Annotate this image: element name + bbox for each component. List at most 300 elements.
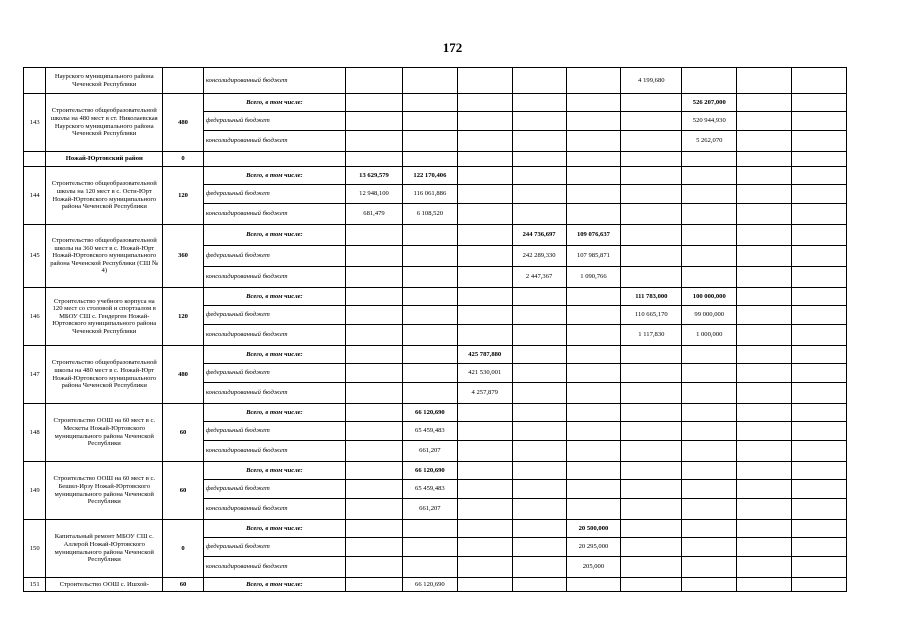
total-col-2: 66 120,690 — [402, 578, 457, 592]
district-col-8 — [682, 152, 737, 167]
federal-col-6 — [621, 422, 682, 441]
federal-col-4 — [512, 306, 566, 325]
funding-type-consolidated: консолидированный бюджет — [203, 499, 345, 520]
funding-type-total: Всего, в том числе: — [203, 520, 345, 538]
district-col-2 — [346, 152, 403, 167]
total-col-6 — [621, 346, 682, 364]
federal-col-4: 242 289,330 — [512, 246, 566, 267]
consolidated-col-2 — [402, 557, 457, 578]
consolidated-col-9 — [792, 204, 847, 225]
federal-col-8 — [737, 246, 792, 267]
federal-col-7 — [682, 364, 737, 383]
federal-col-3 — [457, 422, 512, 441]
district-col-9 — [737, 152, 792, 167]
consolidated-col-6: 4 199,680 — [621, 68, 682, 94]
funding-type-total: Всего, в том числе: — [203, 404, 345, 422]
project-name: Строительство общеобразовательной школы на 480 мест в ст. Николаевская Наурского муниципального района Чеченской Республики — [46, 94, 163, 152]
federal-col-1 — [346, 306, 403, 325]
federal-col-3 — [457, 480, 512, 499]
total-col-2 — [402, 520, 457, 538]
federal-col-9 — [792, 422, 847, 441]
consolidated-col-2 — [402, 131, 457, 152]
total-col-3 — [457, 167, 512, 185]
total-col-1 — [346, 94, 403, 112]
federal-col-1 — [346, 364, 403, 383]
consolidated-col-2 — [402, 68, 457, 94]
district-col-6 — [566, 152, 621, 167]
table-row — [24, 94, 847, 112]
table-row — [24, 520, 847, 538]
total-col-4 — [512, 404, 566, 422]
total-col-9 — [792, 288, 847, 306]
federal-col-1 — [346, 480, 403, 499]
row-number: 144 — [24, 167, 46, 225]
consolidated-col-9 — [792, 499, 847, 520]
consolidated-col-7 — [682, 557, 737, 578]
project-capacity: 480 — [163, 94, 204, 152]
project-name: Строительство общеобразовательной школы на 360 мест в с. Ножай-Юрт Ножай-Юртовского муниципального района Чеченской Республики (СШ № 4) — [46, 225, 163, 288]
funding-type-total: Всего, в том числе: — [203, 578, 345, 592]
total-col-3 — [457, 225, 512, 246]
federal-col-3 — [457, 112, 512, 131]
district-row — [24, 152, 847, 167]
federal-col-7: 99 000,000 — [682, 306, 737, 325]
funding-type-federal: федеральный бюджет — [203, 306, 345, 325]
total-col-9 — [792, 462, 847, 480]
total-col-4: 244 736,697 — [512, 225, 566, 246]
project-name: Строительство общеобразовательной школы на 480 мест в с. Ножай-Юрт Ножай-Юртовского муниципального района Чеченской Республики — [46, 346, 163, 404]
consolidated-col-8 — [737, 557, 792, 578]
federal-col-9 — [792, 538, 847, 557]
consolidated-col-2: 661,207 — [402, 499, 457, 520]
consolidated-col-2 — [402, 383, 457, 404]
consolidated-col-9 — [792, 557, 847, 578]
consolidated-col-5 — [566, 441, 621, 462]
consolidated-col-6 — [621, 499, 682, 520]
total-col-7 — [682, 520, 737, 538]
total-col-6 — [621, 94, 682, 112]
federal-col-2: 65 459,483 — [402, 480, 457, 499]
total-col-4 — [512, 288, 566, 306]
total-col-1 — [346, 520, 403, 538]
federal-col-2 — [402, 538, 457, 557]
funding-type-federal: федеральный бюджет — [203, 246, 345, 267]
total-col-9 — [792, 578, 847, 592]
funding-type-consolidated: консолидированный бюджет — [203, 267, 345, 288]
consolidated-col-8 — [737, 383, 792, 404]
federal-col-6 — [621, 538, 682, 557]
consolidated-col-7: 1 000,000 — [682, 325, 737, 346]
funding-type-total: Всего, в том числе: — [203, 346, 345, 364]
total-col-9 — [792, 225, 847, 246]
total-col-5 — [566, 167, 621, 185]
funding-type-total: Всего, в том числе: — [203, 462, 345, 480]
row-number: 147 — [24, 346, 46, 404]
consolidated-col-1 — [346, 383, 403, 404]
consolidated-col-1 — [346, 557, 403, 578]
project-name: Строительство общеобразовательной школы на 120 мест в с. Ости-Юрт Ножай-Юртовского муниципального района Чеченской Республики — [46, 167, 163, 225]
total-col-6 — [621, 520, 682, 538]
federal-col-8 — [737, 364, 792, 383]
total-col-8 — [737, 288, 792, 306]
total-col-3 — [457, 520, 512, 538]
total-col-3 — [457, 578, 512, 592]
district-col-1 — [203, 152, 345, 167]
funding-type-consolidated: консолидированный бюджет — [203, 131, 345, 152]
federal-col-2 — [402, 112, 457, 131]
federal-col-8 — [737, 306, 792, 325]
federal-col-5 — [566, 480, 621, 499]
consolidated-col-7 — [682, 204, 737, 225]
total-col-1 — [346, 404, 403, 422]
total-col-6 — [621, 462, 682, 480]
total-col-1 — [346, 288, 403, 306]
total-col-8 — [737, 520, 792, 538]
federal-col-3 — [457, 185, 512, 204]
federal-col-4 — [512, 364, 566, 383]
table-row — [24, 288, 847, 306]
row-number: 143 — [24, 94, 46, 152]
funding-type-consolidated: консолидированный бюджет — [203, 204, 345, 225]
consolidated-col-9 — [792, 325, 847, 346]
federal-col-7: 520 944,930 — [682, 112, 737, 131]
total-col-9 — [792, 167, 847, 185]
federal-col-5 — [566, 422, 621, 441]
consolidated-col-8 — [737, 204, 792, 225]
total-col-2 — [402, 346, 457, 364]
total-col-8 — [737, 167, 792, 185]
total-col-9 — [792, 346, 847, 364]
federal-col-5 — [566, 306, 621, 325]
table-row — [24, 462, 847, 480]
federal-col-2 — [402, 364, 457, 383]
federal-col-3: 421 530,001 — [457, 364, 512, 383]
federal-col-5: 20 295,000 — [566, 538, 621, 557]
federal-col-1 — [346, 538, 403, 557]
federal-col-2: 116 061,886 — [402, 185, 457, 204]
funding-type-federal: федеральный бюджет — [203, 364, 345, 383]
project-capacity: 60 — [163, 462, 204, 520]
federal-col-6 — [621, 246, 682, 267]
total-col-2: 66 120,690 — [402, 462, 457, 480]
total-col-3 — [457, 288, 512, 306]
consolidated-col-2: 6 108,520 — [402, 204, 457, 225]
consolidated-col-3 — [457, 441, 512, 462]
funding-type-total: Всего, в том числе: — [203, 167, 345, 185]
total-col-4 — [512, 167, 566, 185]
total-col-5 — [566, 578, 621, 592]
consolidated-col-1 — [346, 325, 403, 346]
consolidated-col-8 — [737, 499, 792, 520]
funding-type-consolidated: консолидированный бюджет — [203, 325, 345, 346]
total-col-8 — [737, 462, 792, 480]
district-capacity: 0 — [163, 152, 204, 167]
federal-col-9 — [792, 364, 847, 383]
consolidated-col-5: 205,000 — [566, 557, 621, 578]
project-name: Строительство ООШ с. Ишхой- — [46, 578, 163, 592]
federal-col-8 — [737, 480, 792, 499]
total-col-7 — [682, 404, 737, 422]
federal-col-1 — [346, 422, 403, 441]
consolidated-col-9 — [792, 383, 847, 404]
consolidated-col-5 — [566, 325, 621, 346]
consolidated-col-3 — [457, 499, 512, 520]
federal-col-1 — [346, 112, 403, 131]
total-col-1 — [346, 578, 403, 592]
federal-col-3 — [457, 306, 512, 325]
consolidated-col-4 — [512, 204, 566, 225]
district-col-10 — [792, 152, 847, 167]
total-col-4 — [512, 462, 566, 480]
project-name: Строительство ООШ на 60 мест в с. Бешил-Ирзу Ножай-Юртовского муниципального района Чеченской Республики — [46, 462, 163, 520]
consolidated-col-3 — [457, 68, 512, 94]
consolidated-col-3 — [457, 325, 512, 346]
total-col-4 — [512, 94, 566, 112]
row-number — [24, 152, 46, 167]
consolidated-col-9 — [792, 131, 847, 152]
project-name: Строительство учебного корпуса на 120 мест со столовой и спортзалом в МБОУ СШ с. Гендерген Ножай-Юртовского муниципального района Чеченской Республики — [46, 288, 163, 346]
federal-col-2: 65 459,483 — [402, 422, 457, 441]
consolidated-col-5 — [566, 499, 621, 520]
federal-col-3 — [457, 538, 512, 557]
federal-col-6 — [621, 112, 682, 131]
funding-type-federal: федеральный бюджет — [203, 112, 345, 131]
total-col-3 — [457, 404, 512, 422]
consolidated-col-4 — [512, 441, 566, 462]
consolidated-col-3 — [457, 204, 512, 225]
funding-type-total: Всего, в том числе: — [203, 225, 345, 246]
consolidated-col-6 — [621, 383, 682, 404]
total-col-8 — [737, 578, 792, 592]
total-col-5: 109 076,637 — [566, 225, 621, 246]
total-col-8 — [737, 94, 792, 112]
federal-col-2 — [402, 306, 457, 325]
consolidated-col-1 — [346, 499, 403, 520]
federal-col-9 — [792, 306, 847, 325]
federal-col-5 — [566, 112, 621, 131]
project-capacity: 0 — [163, 520, 204, 578]
federal-col-4 — [512, 480, 566, 499]
total-col-1 — [346, 462, 403, 480]
total-col-6 — [621, 167, 682, 185]
funding-type-federal: федеральный бюджет — [203, 422, 345, 441]
total-col-6 — [621, 578, 682, 592]
funding-type-consolidated: консолидированный бюджет — [203, 441, 345, 462]
federal-col-9 — [792, 246, 847, 267]
total-col-2 — [402, 94, 457, 112]
total-col-8 — [737, 404, 792, 422]
total-col-8 — [737, 346, 792, 364]
consolidated-col-7 — [682, 383, 737, 404]
total-col-3 — [457, 462, 512, 480]
consolidated-col-1: 681,479 — [346, 204, 403, 225]
total-col-9 — [792, 404, 847, 422]
federal-col-5 — [566, 185, 621, 204]
project-capacity: 480 — [163, 346, 204, 404]
total-col-2 — [402, 225, 457, 246]
project-capacity: 120 — [163, 288, 204, 346]
consolidated-col-3: 4 257,879 — [457, 383, 512, 404]
total-col-8 — [737, 225, 792, 246]
table-row — [24, 225, 847, 246]
row-number: 146 — [24, 288, 46, 346]
total-col-7: 526 207,000 — [682, 94, 737, 112]
funding-type-total: Всего, в том числе: — [203, 94, 345, 112]
consolidated-col-1 — [346, 441, 403, 462]
total-col-7 — [682, 578, 737, 592]
federal-col-4 — [512, 538, 566, 557]
federal-col-1 — [346, 246, 403, 267]
funding-type-consolidated: консолидированный бюджет — [203, 557, 345, 578]
funding-type-federal: федеральный бюджет — [203, 185, 345, 204]
consolidated-col-6 — [621, 267, 682, 288]
consolidated-col-7 — [682, 499, 737, 520]
total-col-7 — [682, 225, 737, 246]
consolidated-col-2 — [402, 267, 457, 288]
consolidated-col-2 — [402, 325, 457, 346]
funding-type-consolidated: консолидированный бюджет — [203, 383, 345, 404]
federal-col-7 — [682, 538, 737, 557]
table-row — [24, 346, 847, 364]
consolidated-col-3 — [457, 557, 512, 578]
table-row — [24, 167, 847, 185]
consolidated-col-6: 1 117,830 — [621, 325, 682, 346]
consolidated-col-9 — [792, 267, 847, 288]
total-col-7 — [682, 462, 737, 480]
federal-col-9 — [792, 480, 847, 499]
project-name: Строительство ООШ на 60 мест в с. Мескеты Ножай-Юртовского муниципального района Чеченской Республики — [46, 404, 163, 462]
consolidated-col-4 — [512, 131, 566, 152]
project-capacity: 360 — [163, 225, 204, 288]
budget-table — [23, 67, 847, 592]
consolidated-col-5 — [566, 383, 621, 404]
consolidated-col-8 — [737, 325, 792, 346]
row-number: 148 — [24, 404, 46, 462]
consolidated-col-4 — [512, 557, 566, 578]
consolidated-col-6 — [621, 204, 682, 225]
row-number — [24, 68, 46, 94]
consolidated-col-9 — [792, 441, 847, 462]
total-col-1: 13 629,579 — [346, 167, 403, 185]
table-row — [24, 68, 847, 94]
table-row — [24, 404, 847, 422]
funding-type-consolidated: консолидированный бюджет — [203, 68, 345, 94]
total-col-5 — [566, 404, 621, 422]
table-row — [24, 578, 847, 592]
district-col-3 — [402, 152, 457, 167]
consolidated-col-1 — [346, 131, 403, 152]
federal-col-3 — [457, 246, 512, 267]
project-capacity: 120 — [163, 167, 204, 225]
project-capacity — [163, 68, 204, 94]
consolidated-col-1 — [346, 68, 403, 94]
consolidated-col-7 — [682, 441, 737, 462]
consolidated-col-1 — [346, 267, 403, 288]
consolidated-col-4 — [512, 383, 566, 404]
federal-col-6 — [621, 185, 682, 204]
row-number: 145 — [24, 225, 46, 288]
total-col-3: 425 787,880 — [457, 346, 512, 364]
funding-type-federal: федеральный бюджет — [203, 480, 345, 499]
federal-col-6 — [621, 364, 682, 383]
federal-col-7 — [682, 422, 737, 441]
federal-col-8 — [737, 112, 792, 131]
federal-col-9 — [792, 112, 847, 131]
federal-col-5 — [566, 364, 621, 383]
federal-col-2 — [402, 246, 457, 267]
consolidated-col-4: 2 447,367 — [512, 267, 566, 288]
total-col-1 — [346, 346, 403, 364]
total-col-4 — [512, 346, 566, 364]
consolidated-col-8 — [737, 68, 792, 94]
consolidated-col-2: 661,207 — [402, 441, 457, 462]
row-number: 149 — [24, 462, 46, 520]
row-number: 151 — [24, 578, 46, 592]
federal-col-6: 110 665,170 — [621, 306, 682, 325]
consolidated-col-8 — [737, 441, 792, 462]
federal-col-4 — [512, 112, 566, 131]
project-capacity: 60 — [163, 578, 204, 592]
project-name: Капитальный ремонт МБОУ СШ с. Аллерой Ножай-Юртовского муниципального района Чеченской Республики — [46, 520, 163, 578]
district-name: Ножай-Юртовский район — [46, 152, 163, 167]
federal-col-1: 12 948,100 — [346, 185, 403, 204]
consolidated-col-6 — [621, 557, 682, 578]
funding-type-total: Всего, в том числе: — [203, 288, 345, 306]
federal-col-9 — [792, 185, 847, 204]
consolidated-col-5: 1 090,766 — [566, 267, 621, 288]
consolidated-col-6 — [621, 131, 682, 152]
federal-col-7 — [682, 246, 737, 267]
total-col-6: 111 783,000 — [621, 288, 682, 306]
total-col-7 — [682, 167, 737, 185]
federal-col-8 — [737, 422, 792, 441]
total-col-5 — [566, 94, 621, 112]
total-col-5 — [566, 288, 621, 306]
total-col-6 — [621, 404, 682, 422]
total-col-7: 100 000,000 — [682, 288, 737, 306]
district-col-5 — [512, 152, 566, 167]
consolidated-col-8 — [737, 131, 792, 152]
consolidated-col-7 — [682, 267, 737, 288]
federal-col-5: 107 985,871 — [566, 246, 621, 267]
consolidated-col-3 — [457, 267, 512, 288]
total-col-7 — [682, 346, 737, 364]
federal-col-4 — [512, 185, 566, 204]
total-col-2: 66 120,690 — [402, 404, 457, 422]
total-col-4 — [512, 578, 566, 592]
federal-col-8 — [737, 185, 792, 204]
district-col-7 — [621, 152, 682, 167]
total-col-9 — [792, 520, 847, 538]
consolidated-col-8 — [737, 267, 792, 288]
consolidated-col-4 — [512, 325, 566, 346]
federal-col-8 — [737, 538, 792, 557]
funding-type-federal: федеральный бюджет — [203, 538, 345, 557]
total-col-6 — [621, 225, 682, 246]
consolidated-col-5 — [566, 131, 621, 152]
consolidated-col-7: 5 262,070 — [682, 131, 737, 152]
total-col-5 — [566, 346, 621, 364]
consolidated-col-7 — [682, 68, 737, 94]
consolidated-col-4 — [512, 68, 566, 94]
page-number: 172 — [442, 40, 463, 55]
federal-col-7 — [682, 480, 737, 499]
total-col-2 — [402, 288, 457, 306]
consolidated-col-9 — [792, 68, 847, 94]
total-col-5: 20 500,000 — [566, 520, 621, 538]
consolidated-col-5 — [566, 204, 621, 225]
federal-col-4 — [512, 422, 566, 441]
